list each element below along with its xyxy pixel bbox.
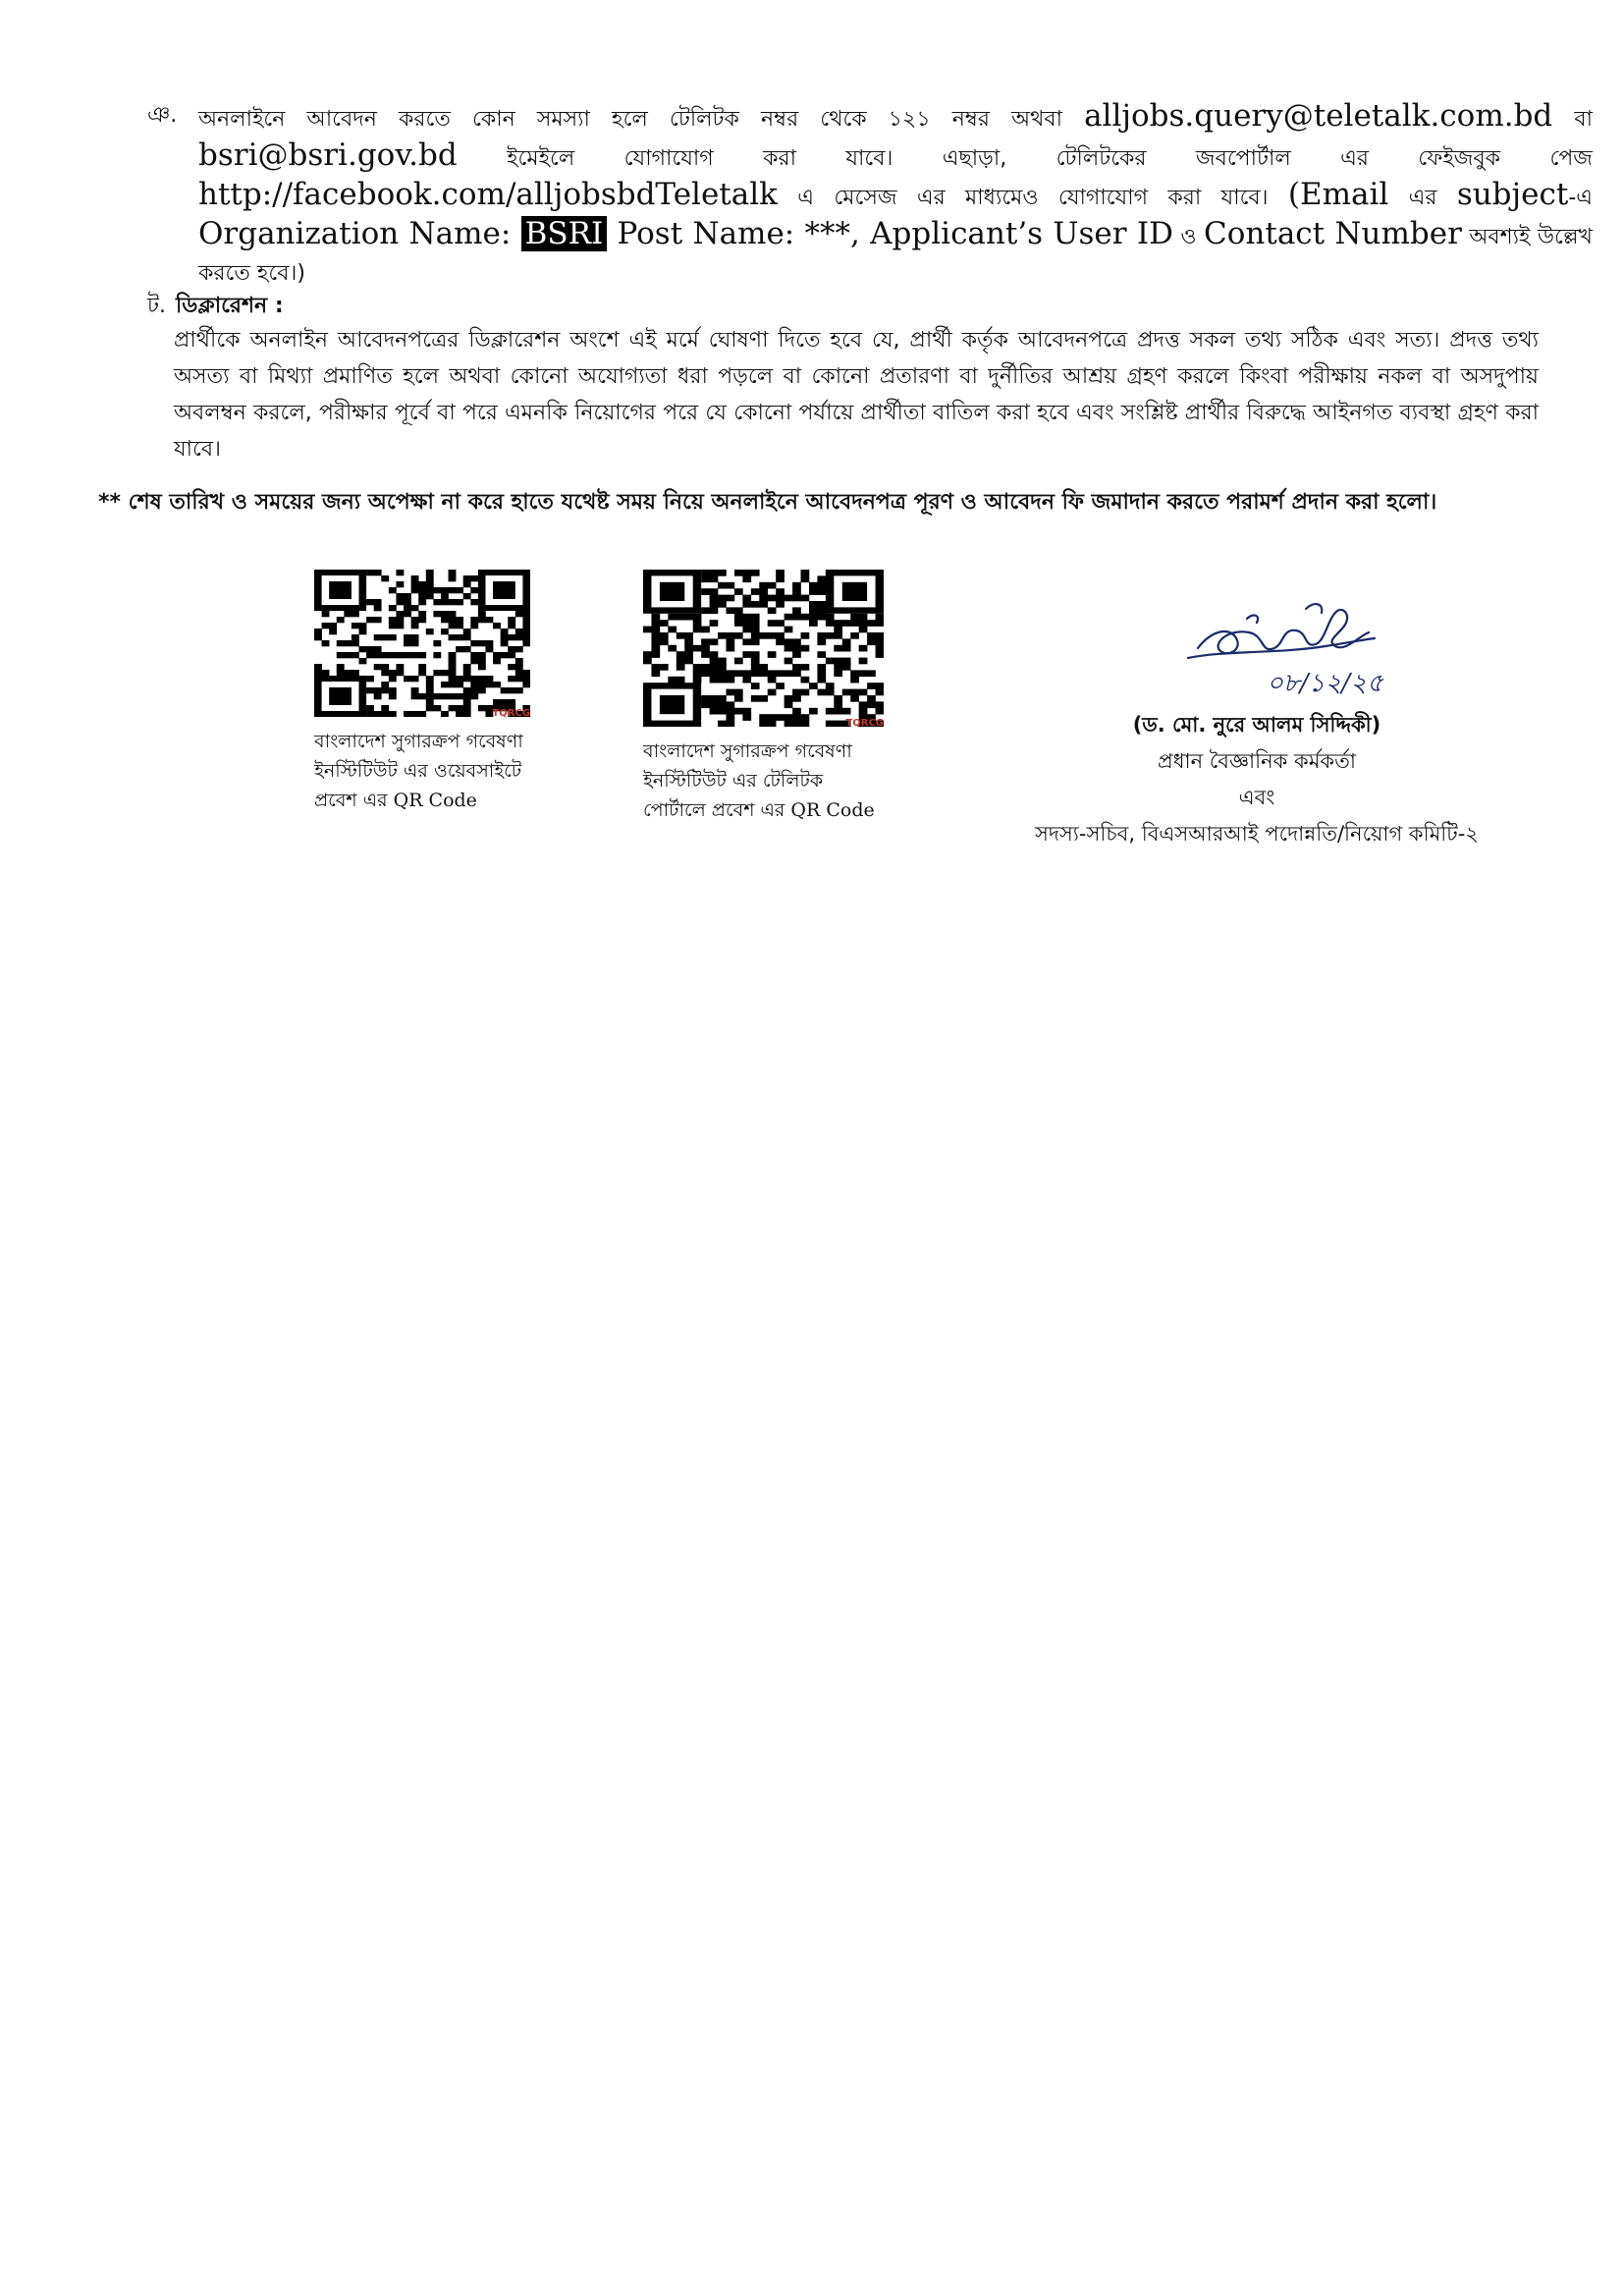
qr-teletalk-block bbox=[643, 570, 889, 825]
signatory-name: (ড. মো. নুরে আলম সিদ্দিকী) bbox=[1132, 713, 1381, 737]
text-segment: ইমেইলে যোগাযোগ করা যাবে। এছাড়া, টেলিটকের জবপোর্টাল এর ফেইজবুক পেজ bbox=[457, 146, 1593, 171]
qr-caption-line: ইনস্টিটিউট এর ওয়েবসাইটে bbox=[314, 760, 522, 782]
qr-code-website[interactable] bbox=[314, 570, 530, 717]
text-segment: Organization Name: bbox=[198, 216, 521, 251]
declaration-title: ডিক্লারেশন : bbox=[175, 294, 284, 318]
text-segment: এ মেসেজ এর মাধ্যমেও যোগাযোগ করা যাবে। bbox=[777, 186, 1288, 210]
declaration-heading bbox=[147, 289, 284, 325]
qr-code-teletalk[interactable] bbox=[643, 570, 884, 727]
qr-caption bbox=[314, 727, 540, 815]
signature-date: ০৮/১২/২৫ bbox=[1267, 669, 1383, 698]
teletalk-email-link[interactable]: alljobs.query@teletalk.com.bd bbox=[1084, 98, 1553, 134]
qr-generator-logo: TQRCG bbox=[492, 708, 530, 719]
signature-block bbox=[992, 589, 1522, 852]
qr-caption-line: পোর্টালে প্রবেশ এর QR Code bbox=[643, 799, 875, 821]
qr-caption bbox=[643, 737, 889, 825]
text-segment: অনলাইনে আবেদন করতে কোন সমস্যা হলে টেলিটক নম্বর থেকে ১২১ নম্বর অথবা bbox=[198, 107, 1085, 132]
signature-image bbox=[1159, 589, 1414, 707]
signatory-and: এবং bbox=[1238, 786, 1275, 809]
text-segment: ও bbox=[1172, 225, 1205, 249]
text-segment: Contact Number bbox=[1204, 216, 1462, 251]
text-segment: -এ bbox=[1568, 186, 1593, 210]
text-segment: অবশ্যই উল্লেখ করতে হবে।) bbox=[198, 225, 1593, 286]
text-segment: (Email bbox=[1287, 177, 1389, 212]
bsri-email-link[interactable]: bsri@bsri.gov.bd bbox=[198, 137, 458, 173]
signatory-role: সদস্য-সচিব, বিএসআরআই পদোন্নতি/নিয়োগ কমিটি-২ bbox=[1035, 822, 1479, 846]
section-marker: ট. bbox=[147, 294, 166, 318]
contact-paragraph bbox=[198, 98, 1593, 292]
declaration-paragraph: প্রার্থীকে অনলাইন আবেদনপত্রের ডিক্লারেশন অংশে এই মর্মে ঘোষণা দিতে হবে যে, প্রার্থী কর্তৃক আবেদনপত্রে প্রদত্ত সকল তথ্য সঠিক এবং সত্য। প্রদত্ত তথ্য অসত্য বা মিথ্যা প্রমাণিত হলে অথবা কোনো অযোগ্যতা ধরা পড়লে বা কোনো প্রতারণা বা দুর্নীতির আশ্রয় গ্রহণ করলে কিংবা পরীক্ষায় নকল বা অসদুপায় অবলম্বন করলে, পরীক্ষার পূর্বে বা পরে এমনকি নিয়োগের পরে যে কোনো পর্যায়ে প্রার্থীতা বাতিল করা হবে এবং সংশ্লিষ্ট প্রার্থীর বিরুদ্ধে আইনগত ব্যবস্থা গ্রহণ করা যাবে। bbox=[174, 328, 1539, 462]
qr-code-icon bbox=[314, 570, 530, 717]
org-highlight: BSRI bbox=[521, 216, 608, 251]
section-marker: ঞ. bbox=[147, 103, 178, 128]
qr-caption-line: বাংলাদেশ সুগারক্রপ গবেষণা bbox=[314, 731, 523, 752]
deadline-notice: ** শেষ তারিখ ও সময়ের জন্য অপেক্ষা না করে হাতে যথেষ্ট সময় নিয়ে অনলাইনে আবেদনপত্র পূরণ ও আবেদন ফি জমাদান করতে পরামর্শ প্রদান করা হলো। bbox=[98, 490, 1437, 515]
text-segment: বা bbox=[1552, 107, 1593, 132]
text-segment: subject bbox=[1456, 177, 1569, 212]
qr-generator-logo: TQRCG bbox=[845, 718, 884, 729]
qr-code-icon bbox=[643, 570, 884, 727]
signatory-title: প্রধান বৈজ্ঞানিক কর্মকর্তা bbox=[1158, 749, 1356, 773]
qr-caption-line: প্রবেশ এর QR Code bbox=[314, 790, 477, 811]
qr-caption-line: বাংলাদেশ সুগারক্রপ গবেষণা bbox=[643, 740, 852, 762]
text-segment: Post Name: ***, Applicant’s User ID bbox=[607, 216, 1173, 251]
qr-caption-line: ইনস্টিটিউট এর টেলিটক bbox=[643, 770, 824, 792]
qr-website-block bbox=[314, 570, 540, 815]
facebook-link[interactable]: http://facebook.com/alljobsbdTeletalk bbox=[198, 177, 778, 212]
text-segment: এর bbox=[1388, 186, 1457, 210]
handwritten-signature-icon bbox=[1159, 589, 1414, 707]
